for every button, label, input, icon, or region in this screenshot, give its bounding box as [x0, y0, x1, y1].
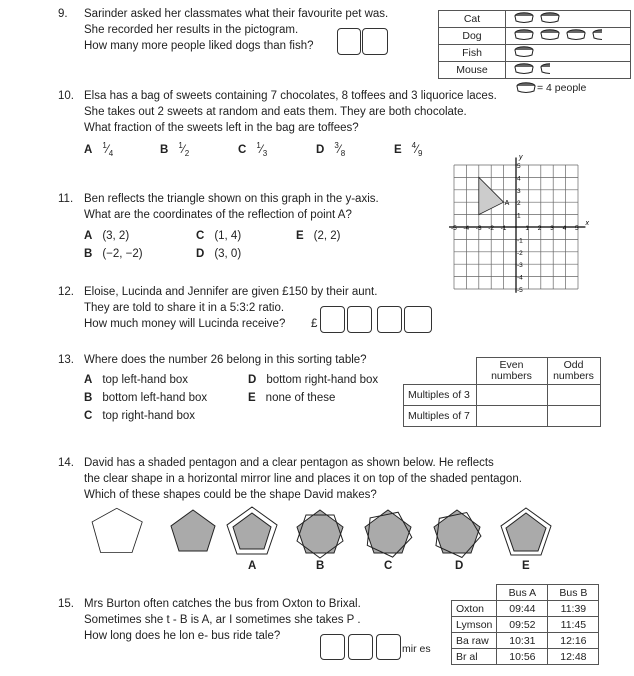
- x-tick-label: 3: [550, 225, 554, 232]
- x-tick-label: -2: [488, 225, 494, 232]
- q13-option-e[interactable]: E none of these: [248, 392, 336, 404]
- timetable-cell: 12:16: [548, 633, 599, 649]
- q12-line-2: They are told to share it in a 5:3:2 ratio.: [84, 302, 285, 314]
- q10-option-c[interactable]: C $^1⁄_3$: [238, 141, 268, 159]
- option-d-shape: [431, 510, 485, 562]
- q12-number: 12.: [58, 286, 74, 298]
- x-tick-label: -3: [475, 225, 482, 232]
- pet-symbol-icon: [515, 47, 533, 57]
- q11-number: 11.: [58, 193, 74, 205]
- y-tick-label: -2: [517, 249, 523, 257]
- q11-option-b[interactable]: B (−2, −2): [84, 248, 143, 260]
- sorting-cell-top-left: [476, 385, 547, 406]
- q14-label-e[interactable]: E: [522, 560, 530, 572]
- pet-symbol-icon: [515, 64, 533, 74]
- q14-label-b[interactable]: B: [316, 560, 325, 572]
- sorting-col-odd: Odd numbers: [547, 358, 600, 385]
- option-c-shape: [359, 503, 419, 561]
- pet-symbol-icon: [515, 13, 533, 23]
- timetable-cell: 10:56: [497, 649, 548, 665]
- sorting-cell-bottom-left: [476, 406, 547, 427]
- pet-symbol-icon: [541, 13, 559, 23]
- y-tick-label: -5: [517, 287, 523, 294]
- q12-answer-box-3[interactable]: [377, 306, 402, 333]
- pictogram-label-cat: Cat: [439, 11, 506, 28]
- pentagon-shapes: [80, 500, 570, 582]
- q10-line-1: Elsa has a bag of sweets containing 7 chocolates, 8 toffees and 3 liquorice laces.: [84, 90, 497, 102]
- q13-option-a[interactable]: A top left-hand box: [84, 374, 188, 386]
- timetable-stop: Br al: [452, 649, 497, 665]
- q11-option-a[interactable]: A (3, 2): [84, 230, 130, 242]
- pictogram-cell-cat: [506, 11, 631, 28]
- q15-answer-box-2[interactable]: [348, 634, 373, 660]
- q10-option-e[interactable]: E $^4⁄_9$: [394, 141, 423, 159]
- q12-line-1: Eloise, Lucinda and Jennifer are given £150 by their aunt.: [84, 286, 378, 298]
- q10-option-a[interactable]: A $^1⁄_4$: [84, 141, 114, 159]
- q14-line-2: the clear shape in a horizontal mirror line and places it on top of the shaded pentagon.: [84, 473, 522, 485]
- q10-option-d[interactable]: D $^3⁄_8$: [316, 141, 346, 159]
- timetable-cell: 10:31: [497, 633, 548, 649]
- pictogram-table: [438, 10, 631, 79]
- pet-symbol-icon: [541, 62, 562, 76]
- q13-option-c[interactable]: C top right-hand box: [84, 410, 196, 422]
- q12-currency: £: [311, 318, 318, 330]
- q12-answer-box-2[interactable]: [347, 306, 372, 333]
- pictogram-symbols-fish: [510, 45, 620, 58]
- sorting-col-even: Even numbers: [476, 358, 547, 385]
- x-tick-label: 2: [537, 225, 542, 232]
- timetable-header-bus-a: Bus A: [497, 585, 548, 601]
- q11-option-c[interactable]: C (1, 4): [196, 230, 242, 242]
- timetable-stop: Lymson: [452, 617, 497, 633]
- q15-line-3: How long does he lon e- bus ride tale?: [84, 630, 281, 642]
- q11-option-e[interactable]: E (2, 2): [296, 230, 341, 242]
- q14-line-3: Which of these shapes could be the shape David makes?: [84, 489, 377, 501]
- q15-line-1: Mrs Burton often catches the bus from Oxton to Brixal.: [84, 598, 361, 610]
- q14-label-d[interactable]: D: [455, 560, 464, 572]
- q15-answer-box-3[interactable]: [376, 634, 401, 660]
- q14-line-1: David has a shaded pentagon and a clear pentagon as shown below. He reflects: [84, 457, 494, 469]
- q9-line-1: Sarinder asked her classmates what their favourite pet was.: [84, 8, 389, 20]
- pet-symbol-icon: [593, 28, 614, 42]
- q11-line-2: What are the coordinates of the reflection of point A?: [84, 209, 352, 221]
- q9-line-2: She recorded her results in the pictogram.: [84, 24, 299, 36]
- q13-number: 13.: [58, 354, 74, 366]
- sorting-table: [403, 357, 601, 427]
- point-a-label: A: [504, 200, 510, 208]
- y-tick-label: 5: [517, 163, 521, 170]
- pictogram-cell-fish: [506, 45, 631, 62]
- q13-question: Where does the number 26 belong in this sorting table?: [84, 354, 367, 366]
- shaded-pentagon: [171, 510, 215, 551]
- pictogram-symbols-cat: [510, 11, 620, 24]
- x-tick-label: -4: [463, 225, 470, 232]
- timetable-stop: Ba raw: [452, 633, 497, 649]
- pictogram-cell-dog: [506, 28, 631, 45]
- q10-option-b[interactable]: B $^1⁄_2$: [160, 141, 190, 159]
- q12-answer-box-4[interactable]: [404, 306, 432, 333]
- pictogram-cell-mouse: [506, 62, 631, 79]
- pictogram-label-mouse: Mouse: [439, 62, 506, 79]
- y-tick-label: 1: [517, 212, 521, 220]
- sorting-row-mult7: Multiples of 7: [404, 406, 477, 427]
- pictogram-key-text: = 4 people: [537, 82, 587, 94]
- pictogram-symbols-dog: [510, 28, 620, 41]
- y-tick-label: 3: [517, 187, 521, 195]
- timetable-cell: 09:52: [497, 617, 548, 633]
- q15-line-2: Sometimes she t - B is A, ar I sometimes she takes P .: [84, 614, 361, 626]
- q11-option-d[interactable]: D (3, 0): [196, 248, 242, 260]
- sorting-cell-top-right: [547, 385, 600, 406]
- pet-symbol-icon: [541, 30, 559, 40]
- q10-line-2: She takes out 2 sweets at random and eats them. They are both chocolate.: [84, 106, 467, 118]
- q13-option-d[interactable]: D bottom right-hand box: [248, 374, 379, 386]
- q12-line-3: How much money will Lucinda receive?: [84, 318, 286, 330]
- q13-option-b[interactable]: B bottom left-hand box: [84, 392, 208, 404]
- pet-symbol-icon: [567, 30, 585, 40]
- q9-number: 9.: [58, 8, 68, 20]
- q15-unit: mir es: [402, 643, 431, 655]
- option-e-shape: [501, 508, 551, 555]
- timetable-cell: 11:45: [548, 617, 599, 633]
- x-tick-label: 1: [525, 225, 530, 232]
- option-b-shape: [297, 510, 343, 558]
- q10-number: 10.: [58, 90, 74, 102]
- clear-pentagon: [92, 508, 142, 552]
- pictogram-label-dog: Dog: [439, 28, 506, 45]
- y-tick-label: 4: [517, 175, 521, 183]
- y-tick-label: 2: [517, 200, 521, 208]
- pictogram-symbols-mouse: [510, 62, 620, 75]
- q15-answer-box-1[interactable]: [320, 634, 345, 660]
- x-tick-label: 4: [562, 225, 567, 232]
- q11-line-1: Ben reflects the triangle shown on this graph in the y-axis.: [84, 193, 379, 205]
- sorting-cell-bottom-right: [547, 406, 600, 427]
- x-tick-label: -1: [500, 225, 507, 232]
- timetable-cell: 11:39: [548, 601, 599, 617]
- q9-line-3: How many more people liked dogs than fish?: [84, 40, 314, 52]
- q14-number: 14.: [58, 457, 74, 469]
- x-tick-label: 5: [575, 225, 579, 232]
- y-tick-label: -1: [517, 237, 523, 245]
- timetable-cell: 09:44: [497, 601, 548, 617]
- sorting-row-mult3: Multiples of 3: [404, 385, 477, 406]
- option-a-shape: [227, 507, 277, 554]
- y-tick-label: -4: [517, 274, 523, 282]
- timetable-cell: 12:48: [548, 649, 599, 665]
- q15-number: 15.: [58, 598, 74, 610]
- q9-answer-box-2[interactable]: [362, 28, 388, 55]
- q9-answer-box-1[interactable]: [337, 28, 361, 55]
- q12-answer-box-1[interactable]: [320, 306, 345, 333]
- x-axis-label: x: [585, 220, 589, 227]
- coordinate-grid: [448, 153, 589, 295]
- x-tick-label: -5: [451, 225, 457, 232]
- q10-line-3: What fraction of the sweets left in the bag are toffees?: [84, 122, 359, 134]
- timetable-stop: Oxton: [452, 601, 497, 617]
- y-axis-label: y: [519, 153, 523, 161]
- q14-label-c[interactable]: C: [384, 560, 393, 572]
- timetable-header-bus-b: Bus B: [548, 585, 599, 601]
- pictogram-key-icon: [516, 82, 538, 94]
- y-tick-label: -3: [517, 262, 523, 270]
- bus-timetable: [451, 584, 599, 665]
- q14-label-a[interactable]: A: [248, 560, 257, 572]
- pet-symbol-icon: [515, 30, 533, 40]
- pictogram-label-fish: Fish: [439, 45, 506, 62]
